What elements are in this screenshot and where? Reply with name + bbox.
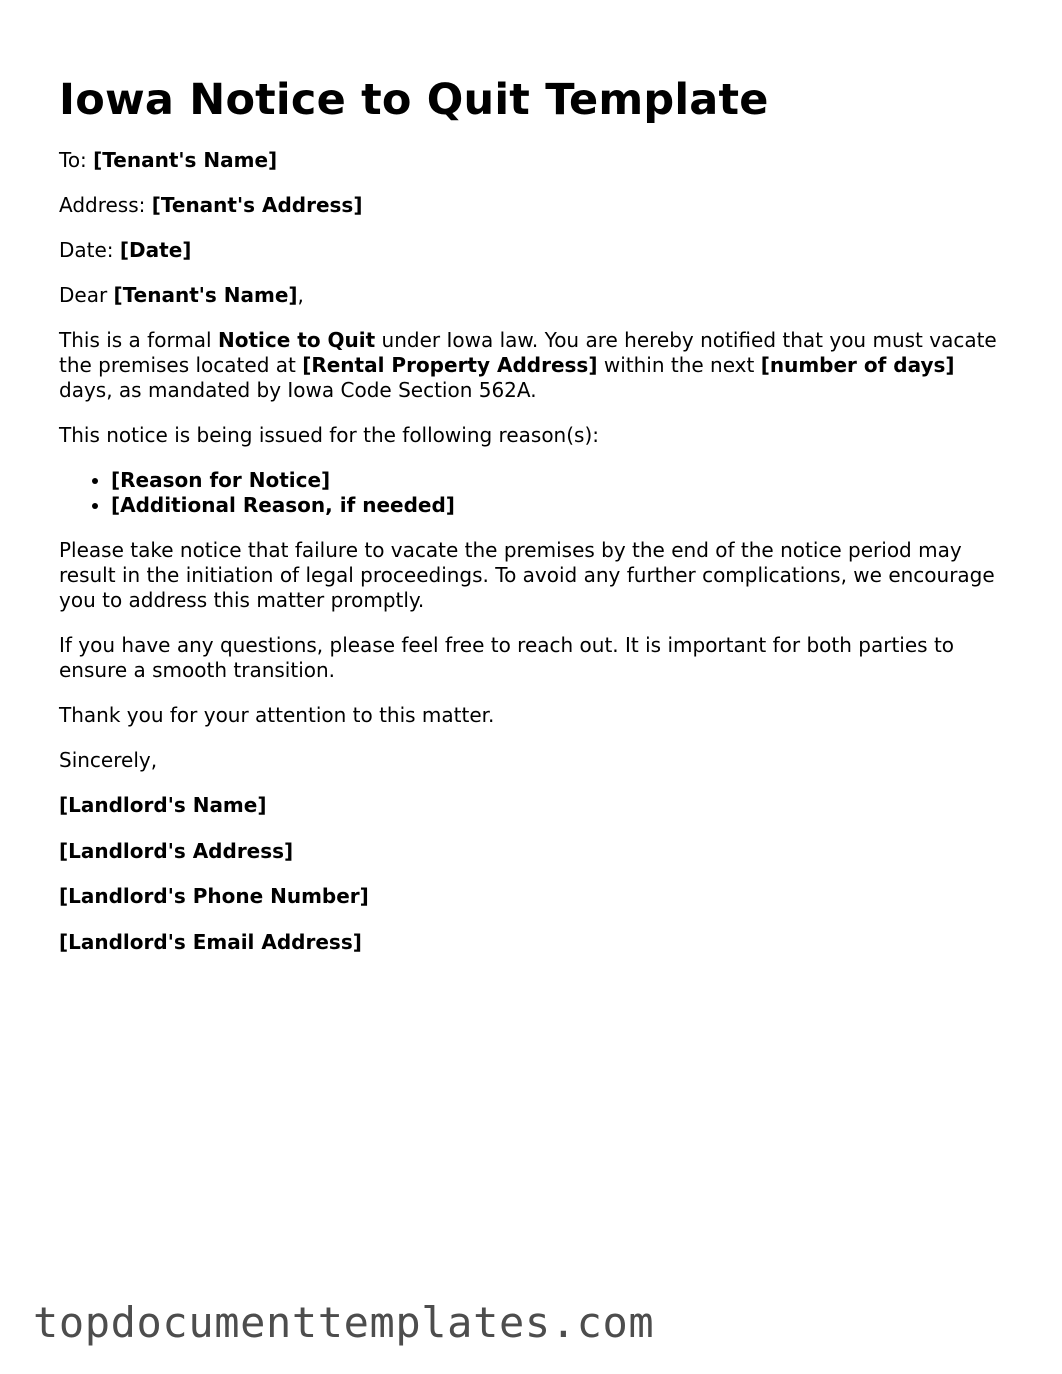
questions-paragraph: If you have any questions, please feel free to reach out. It is important for both parties to ensure a smooth transition. [59, 633, 955, 682]
date-label: Date: [59, 238, 120, 262]
reasons-list [59, 468, 1009, 518]
greeting-line [59, 283, 1009, 308]
address-line [59, 193, 1009, 218]
list-item: • [Reason for Notice] [111, 468, 1009, 493]
failure-paragraph: Please take notice that failure to vacate the premises by the end of the notice period may result in the initiation of legal proceedings. To avoid any further complications, we encourage you to address this matter promptly. [59, 538, 995, 612]
address-value: [Tenant's Address] [151, 193, 363, 217]
closing-line: Sincerely, [59, 748, 158, 772]
to-label: To: [59, 148, 94, 172]
date-line [59, 238, 1009, 263]
notice-paragraph [59, 328, 1009, 403]
greeting-suffix: , [297, 283, 304, 307]
notice-bold-3: [number of days] [760, 353, 955, 377]
notice-text-4: days, as mandated by Iowa Code Section 562A. [59, 378, 537, 402]
page-title: Iowa Notice to Quit Template [59, 75, 769, 125]
signature-block [59, 793, 1009, 955]
thanks-paragraph: Thank you for your attention to this matter. [59, 703, 495, 727]
landlord-name: [Landlord's Name] [59, 793, 267, 817]
reasons-intro: This notice is being issued for the following reason(s): [59, 423, 599, 447]
notice-text-1: This is a formal [59, 328, 218, 352]
to-value: [Tenant's Name] [93, 148, 278, 172]
notice-text-2: under Iowa law. You are hereby notified that you must vacate the premises located at [59, 328, 997, 377]
notice-bold-2: [Rental Property Address] [302, 353, 598, 377]
address-label: Address: [59, 193, 152, 217]
landlord-email: [Landlord's Email Address] [59, 929, 362, 954]
document-page [59, 72, 1009, 975]
landlord-phone: [Landlord's Phone Number] [59, 884, 369, 908]
watermark-text: topdocumenttemplates.com [33, 1298, 655, 1347]
landlord-address: [Landlord's Address] [59, 838, 294, 863]
list-item: • [Additional Reason, if needed] [111, 493, 1009, 518]
notice-text-3: within the next [597, 353, 761, 377]
greeting-name: [Tenant's Name] [113, 283, 298, 307]
to-line [59, 148, 1009, 173]
notice-bold-1: Notice to Quit [217, 328, 376, 352]
date-value: [Date] [119, 238, 192, 262]
greeting-prefix: Dear [59, 283, 114, 307]
